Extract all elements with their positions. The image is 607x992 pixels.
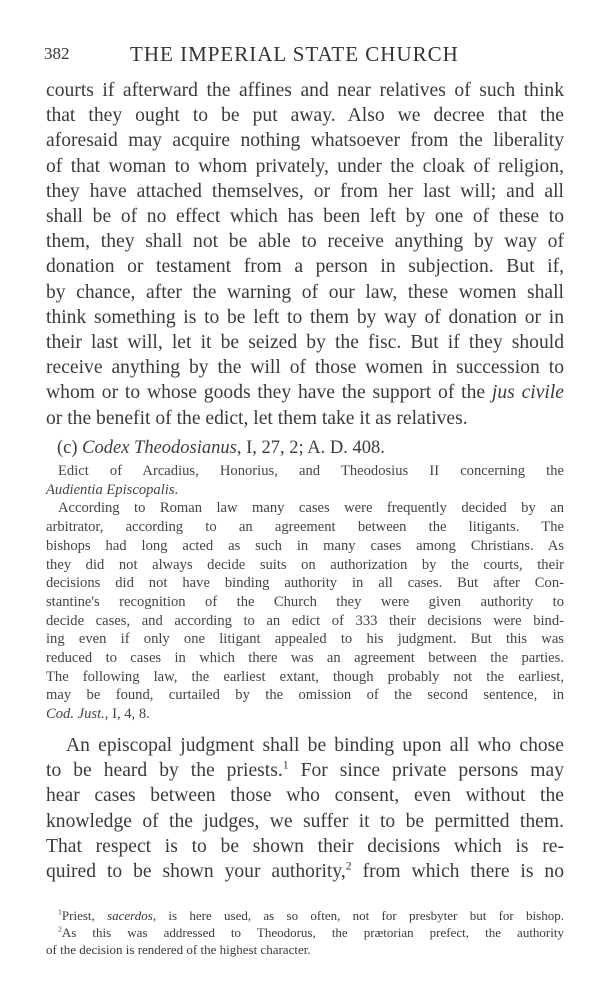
section-label: (c) <box>57 438 78 458</box>
text-fragment: For since private persons may <box>288 760 565 782</box>
italic-phrase: Cod. Just. <box>46 706 105 723</box>
footnote-marker: 2 <box>58 924 62 934</box>
text-line: decide cases, and according to an edict of 333 their decisions were bind- <box>46 612 564 629</box>
text-line-with-italic <box>46 380 564 405</box>
text-line: by chance, after the warning of our law, these women shall <box>46 281 564 303</box>
text-line: think something is to be left to them by way of donation or in <box>46 306 564 328</box>
running-head <box>44 42 574 68</box>
text-line: bishops had long acted as such in many cases among Christians. As <box>46 537 564 554</box>
footnotes <box>46 907 564 958</box>
footnote-2-continued: of the decision is rendered of the highest character. <box>46 942 311 957</box>
text-line: ing even if only one litigant appealed to his judgment. But this was <box>46 631 564 648</box>
text-line: That respect is to be shown their decisions which is re- <box>46 835 564 857</box>
text-fragment: , is here used, as so often, not for presbyter but for bishop. <box>152 908 564 923</box>
source-heading <box>57 438 385 459</box>
italic-phrase: jus civile <box>491 382 565 404</box>
text-line: The following law, the earliest extant, though probably not the earliest, <box>46 668 564 685</box>
text-line: courts if afterward the affines and near relatives of such think <box>46 80 564 101</box>
text-fragment: quired to be shown your authority, <box>46 861 346 883</box>
source-reference: , I, 27, 2; A. D. 408. <box>236 438 385 458</box>
footnote-1 <box>46 907 564 924</box>
text-line: of that woman to whom privately, under the cloak of religion, <box>46 155 564 177</box>
text-line: shall be of no effect which has been left by one of these to <box>46 206 564 228</box>
text-fragment: , I, 4, 8. <box>104 706 150 723</box>
edict-text-paragraph <box>46 733 564 884</box>
text-line: they did not always decide suits on authorization by the courts, their <box>46 556 564 573</box>
page-number: 382 <box>44 44 70 63</box>
text-line: hear cases between those who consent, even without the <box>46 785 564 807</box>
main-text-paragraph <box>46 78 564 431</box>
text-line: reduced to cases in which there was an agreement between the parties. <box>46 650 564 667</box>
text-line <box>46 705 564 724</box>
text-line <box>46 859 564 884</box>
footnote-2 <box>46 924 564 941</box>
text-line: stantine's recognition of the Church they were given authority to <box>46 593 564 610</box>
footnote-ref[interactable]: 1 <box>282 758 289 772</box>
text-line: arbitrator, according to an agreement between the litigants. The <box>46 519 564 536</box>
text-fragment: Priest, <box>61 908 108 923</box>
text-line: decisions did not have binding authority in all cases. But after Con- <box>46 575 564 592</box>
text-fragment: As this was addressed to Theodorus, the prætorian prefect, the authority <box>61 925 564 940</box>
text-line: receive anything by the will of those women in succession to <box>46 357 564 379</box>
text-line: aforesaid may acquire nothing whatsoever from the liberality <box>46 130 564 152</box>
italic-phrase: Audientia Episcopalis <box>46 481 175 498</box>
source-title: Codex Theodosianus <box>82 438 237 458</box>
text-fragment: . <box>174 481 179 498</box>
text-fragment: whom or to whose goods they have the support of the <box>46 382 486 404</box>
text-fragment: from which there is no <box>351 861 564 883</box>
italic-phrase: sacerdos <box>107 908 153 923</box>
text-line <box>46 758 564 783</box>
footnote-ref[interactable]: 2 <box>345 859 352 873</box>
text-line: or the benefit of the edict, let them take it as relatives. <box>46 407 468 429</box>
text-line <box>46 481 564 500</box>
editorial-introduction <box>46 462 564 724</box>
text-line: they have attached themselves, or from her last will; and all <box>46 180 564 202</box>
text-line: may be found, curtailed by the omission of the second sentence, in <box>46 687 564 704</box>
text-line: them, they shall not be able to receive anything by way of <box>46 231 564 253</box>
text-line: According to Roman law many cases were frequently decided by an <box>58 500 564 517</box>
running-title: THE IMPERIAL STATE CHURCH <box>130 42 459 66</box>
text-line: that they ought to be put away. Also we decree that the <box>46 105 564 127</box>
text-line: donation or testament from a person in subjection. But if, <box>46 256 564 278</box>
text-fragment: to be heard by the priests. <box>46 760 283 782</box>
text-line: their last will, let it be seized by the fisc. But if they should <box>46 332 564 354</box>
text-line: Edict of Arcadius, Honorius, and Theodosius II concerning the <box>58 463 564 479</box>
text-line: An episcopal judgment shall be binding upon all who chose <box>66 735 564 756</box>
text-line: knowledge of the judges, we suffer it to be permitted them. <box>46 810 564 832</box>
footnote-marker: 1 <box>58 907 62 917</box>
